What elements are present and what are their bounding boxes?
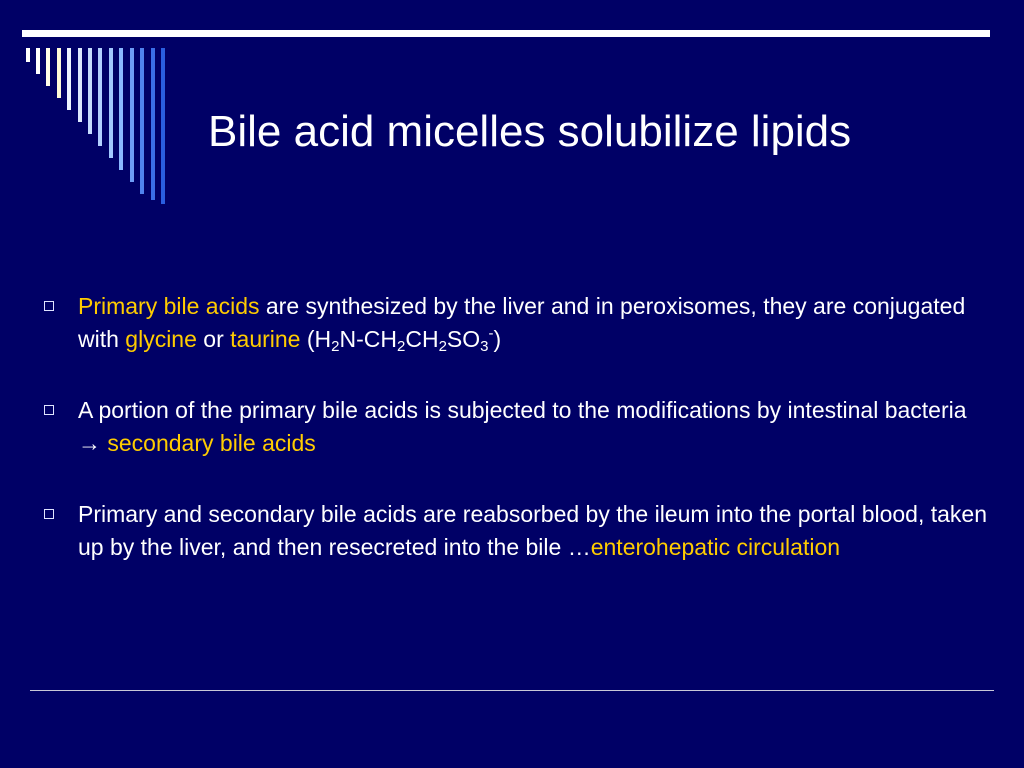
deco-bar <box>161 48 165 204</box>
formula-subscript: 3 <box>480 338 489 355</box>
bullet-item-2 <box>44 394 994 460</box>
formula-part: (H <box>300 326 332 352</box>
term-primary-bile-acids: Primary bile acids <box>78 293 260 319</box>
term-secondary-bile-acids: secondary bile acids <box>107 430 316 456</box>
formula-subscript: 2 <box>438 338 447 355</box>
deco-bar <box>26 48 30 62</box>
top-rule <box>22 30 990 37</box>
square-bullet-icon <box>44 301 54 311</box>
term-glycine: glycine <box>125 326 197 352</box>
square-bullet-icon <box>44 509 54 519</box>
formula-part: SO <box>446 326 481 352</box>
slide-title: Bile acid micelles solubilize lipids <box>208 107 852 156</box>
chem-formula <box>300 325 502 355</box>
deco-bar <box>36 48 40 74</box>
deco-bar <box>98 48 102 146</box>
bullet-item-1 <box>44 290 994 356</box>
term-taurine: taurine <box>230 326 301 352</box>
formula-superscript: - <box>488 325 494 342</box>
formula-part: CH <box>405 326 439 352</box>
bullet-text: Primary and secondary bile acids are reabsorbed by the ileum into the portal blood, taken up by the liver, and then resecreted into the bile … <box>78 501 988 560</box>
deco-bar <box>119 48 123 170</box>
bullet-list <box>44 290 994 602</box>
bullet-text: or <box>196 326 231 352</box>
square-bullet-icon <box>44 405 54 415</box>
deco-bar <box>109 48 113 158</box>
formula-subscript: 2 <box>331 338 340 355</box>
deco-bar <box>151 48 155 200</box>
deco-bar <box>130 48 134 182</box>
deco-bar <box>67 48 71 110</box>
deco-bar <box>78 48 82 122</box>
deco-bar <box>140 48 144 194</box>
formula-part: ) <box>493 326 502 352</box>
bullet-text: are synthesized by the liver and in peroxisomes, they are conjugated with <box>78 293 966 352</box>
bullet-item-3 <box>44 498 994 564</box>
formula-part: N-CH <box>339 326 397 352</box>
bottom-rule <box>30 690 994 691</box>
deco-bar <box>88 48 92 134</box>
deco-bar <box>46 48 50 86</box>
deco-bar <box>57 48 61 98</box>
term-enterohepatic-circulation: enterohepatic circulation <box>590 534 841 560</box>
formula-subscript: 2 <box>396 338 406 355</box>
bullet-text: A portion of the primary bile acids is subjected to the modifications by intestinal bacteria → <box>78 397 967 456</box>
